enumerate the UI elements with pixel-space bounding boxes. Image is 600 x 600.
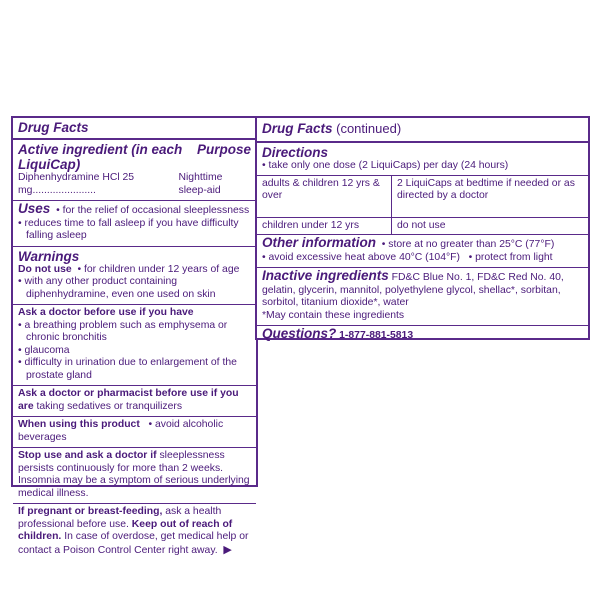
other-info-item-3: • protect from light [468, 251, 553, 263]
uses-section [13, 201, 256, 247]
keep-out-text: In case of overdose, get medical help or contact a Poison Control Center right away. [18, 531, 249, 556]
ingredient-dots: ...................... [32, 184, 96, 196]
when-using-label: When using this product [18, 419, 140, 430]
questions-phone: 1-877-881-5813 [336, 330, 414, 341]
continued-label: (continued) [332, 121, 402, 136]
drug-facts-title-section [13, 118, 256, 140]
drug-facts-panel-left [11, 116, 258, 556]
other-information-section [257, 235, 588, 268]
uses-item-2: • reduces time to fall asleep if you have difficulty falling asleep [18, 217, 239, 241]
drug-facts-panel-right [255, 116, 590, 340]
when-using-text: • avoid alcoholic beverages [18, 419, 224, 443]
questions-heading: Questions? [262, 326, 337, 341]
directions-what: 2 LiquiCaps at bedtime if needed or as directed by a doctor [392, 175, 589, 217]
inactive-ingredients-section [257, 268, 588, 326]
pregnancy-label: If pregnant or breast-feeding, [18, 506, 163, 517]
when-using-section [13, 417, 256, 448]
do-not-use-item-2: • with any other product containing diphenhydramine, even one used on skin [18, 276, 216, 300]
ask-doctor-item-2: • glaucoma [18, 344, 70, 356]
continue-arrow-icon: ▶ [223, 543, 232, 556]
stop-use-section [13, 448, 256, 504]
directions-item-1: • take only one dose (2 LiquiCaps) per day (24 hours) [262, 160, 509, 171]
ask-doctor-item-3: • difficulty in urination due to enlargement of the prostate gland [18, 357, 237, 381]
ingredient-line [18, 172, 251, 197]
warnings-heading: Warnings [18, 248, 80, 264]
directions-section [257, 143, 588, 235]
questions-section [257, 326, 588, 346]
stop-use-label: Stop use and ask a doctor if [18, 450, 157, 461]
directions-heading: Directions [262, 145, 329, 160]
ask-pharmacist-label: Ask a doctor or pharmacist before use if you are [18, 388, 239, 412]
purpose-heading: Purpose [196, 142, 251, 157]
drug-facts-continued-title: Drug Facts [262, 121, 333, 136]
other-info-item-2: • avoid excessive heat above 40°C (104°F) [262, 251, 460, 263]
active-ingredient-section [13, 140, 256, 201]
ingredient-purpose: Nighttime sleep-aid [178, 172, 223, 196]
other-information-heading: Other information [262, 235, 376, 250]
pregnancy-section [13, 504, 256, 560]
uses-item-1: • for the relief of occasional sleeplessness [56, 205, 250, 216]
stop-use-text: sleeplessness persists continuously for more than 2 weeks. Insomnia may be a symptom of serious underlying medical illness. [18, 450, 250, 499]
drug-facts-continued-section [257, 118, 588, 143]
keep-out-label: Keep out of reach of children. [18, 518, 233, 542]
active-ingredient-heading: Active ingredient (in each LiquiCap) [18, 142, 183, 172]
drug-facts-title: Drug Facts [18, 120, 89, 135]
directions-row [257, 217, 588, 234]
inactive-ingredients-note: *May contain these ingredients [262, 309, 405, 321]
inactive-ingredients-text: FD&C Blue No. 1, FD&C Red No. 40, gelatin, glycerin, mannitol, polyethylene glycol, shellac*, sorbitan, sorbitol, titanium dioxide*, water [262, 272, 564, 308]
ask-pharmacist-section [13, 386, 256, 417]
ask-doctor-section [13, 305, 256, 386]
do-not-use-label: Do not use [18, 263, 72, 275]
do-not-use-item-1: • for children under 12 years of age [77, 263, 240, 275]
ingredient-name: Diphenhydramine HCl 25 mg [18, 172, 135, 196]
directions-row [257, 175, 588, 217]
inactive-ingredients-heading: Inactive ingredients [262, 268, 389, 283]
directions-table [257, 175, 588, 235]
directions-who: adults & children 12 yrs & over [257, 175, 392, 217]
directions-who: children under 12 yrs [257, 217, 392, 234]
ask-pharmacist-text: taking sedatives or tranquilizers [33, 400, 183, 412]
ask-doctor-item-1: • a breathing problem such as emphysema or chronic bronchitis [18, 319, 228, 343]
ask-doctor-label: Ask a doctor before use if you have [18, 307, 194, 318]
directions-what: do not use [392, 217, 589, 234]
other-info-item-1: • store at no greater than 25°C (77°F) [381, 239, 555, 250]
uses-heading: Uses [18, 201, 51, 216]
pregnancy-text: ask a health professional before use. [18, 506, 222, 530]
warnings-section [13, 247, 256, 306]
